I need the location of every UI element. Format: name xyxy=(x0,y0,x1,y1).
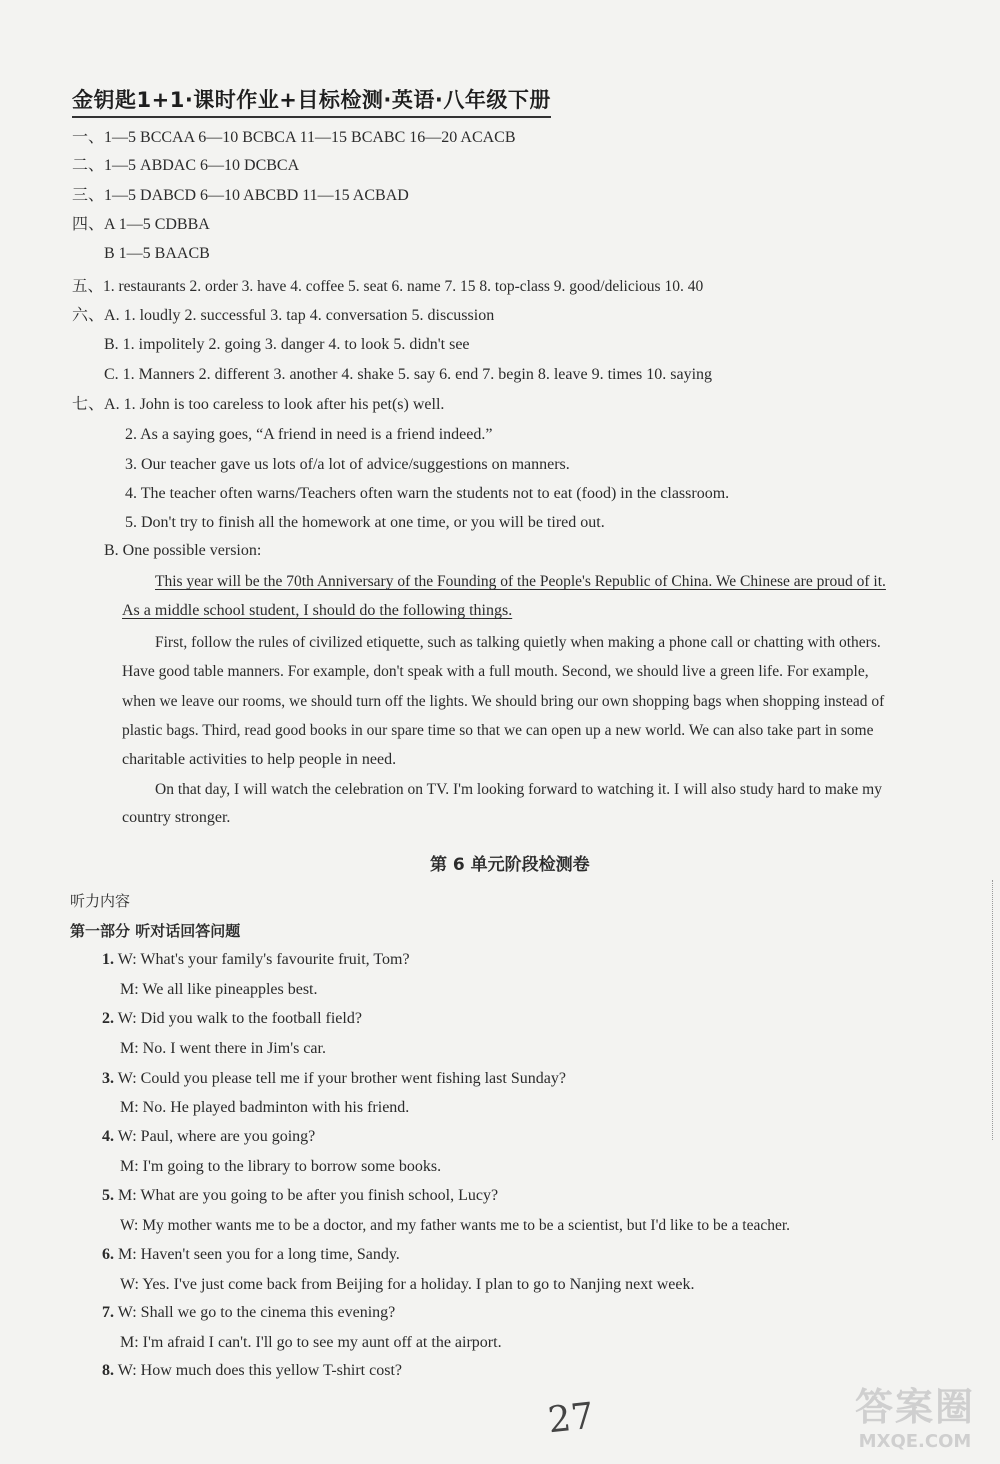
answer-line: B 1—5 BAACB xyxy=(104,245,210,262)
listening-label: 听力内容 xyxy=(70,892,131,910)
answer-line: 三、1—5 DABCD 6—10 ABCBD 11—15 ACBAD xyxy=(72,187,409,204)
watermark-logo xyxy=(840,1376,990,1456)
dialogue-reply: M: No. I went there in Jim's car. xyxy=(120,1040,326,1057)
answer-line: C. 1. Manners 2. different 3. another 4. shake 5. say 6. end 7. begin 8. leave 9. times 10. saying xyxy=(104,366,713,383)
dialogue-item: 6. M: Haven't seen you for a long time, Sandy. xyxy=(102,1246,400,1263)
essay-line: First, follow the rules of civilized etiquette, such as talking quietly when making a phone call or chatting with others. xyxy=(155,634,881,651)
dialogue-item: 4. W: Paul, where are you going? xyxy=(102,1128,316,1145)
essay-line: Have good table manners. For example, don't speak with a full mouth. Second, we should live a green life. For example, xyxy=(122,663,869,680)
answer-line: B. 1. impolitely 2. going 3. danger 4. to look 5. didn't see xyxy=(104,336,470,353)
dialogue-item: 8. W: How much does this yellow T-shirt cost? xyxy=(102,1362,402,1379)
dialogue-item: 1. W: What's your family's favourite fruit, Tom? xyxy=(102,951,410,968)
essay-line: charitable activities to help people in need. xyxy=(122,751,397,768)
essay-underlined-line: As a middle school student, I should do the following things. xyxy=(122,602,513,619)
answer-line: B. One possible version: xyxy=(104,542,262,559)
answer-line: 七、A. 1. John is too careless to look after his pet(s) well. xyxy=(72,396,445,413)
answer-line: 一、1—5 BCCAA 6—10 BCBCA 11—15 BCABC 16—20 ACACB xyxy=(72,129,516,146)
essay-line: when we leave our rooms, we should turn off the lights. We should bring our own shopping bags when shopping instead of xyxy=(122,693,885,710)
page-number: 27 xyxy=(545,1395,596,1442)
part1-label: 第一部分 听对话回答问题 xyxy=(70,922,241,940)
answer-line: 六、A. 1. loudly 2. successful 3. tap 4. conversation 5. discussion xyxy=(72,307,495,324)
dialogue-reply: M: I'm going to the library to borrow some books. xyxy=(120,1158,442,1175)
dialogue-reply: M: We all like pineapples best. xyxy=(120,981,318,998)
answer-line: 五、1. restaurants 2. order 3. have 4. coffee 5. seat 6. name 7. 15 8. top-class 9. good/delicious 10. 40 xyxy=(72,278,704,295)
answer-line: 2. As a saying goes, “A friend in need is a friend indeed.” xyxy=(125,426,493,443)
essay-line: plastic bags. Third, read good books in our spare time so that we can open up a new world. We can also take part in some xyxy=(122,722,874,739)
dialogue-item: 3. W: Could you please tell me if your brother went fishing last Sunday? xyxy=(102,1070,566,1087)
dialogue-reply: W: Yes. I've just come back from Beijing for a holiday. I plan to go to Nanjing next week. xyxy=(120,1276,695,1293)
page-header-title: 金钥匙1+1·课时作业+目标检测·英语·八年级下册 xyxy=(72,84,551,118)
dialogue-item: 5. M: What are you going to be after you finish school, Lucy? xyxy=(102,1187,499,1204)
essay-underlined-line: This year will be the 70th Anniversary of the Founding of the People's Republic of China. We Chinese are proud of it. xyxy=(155,573,886,590)
dialogue-reply: W: My mother wants me to be a doctor, and my father wants me to be a scientist, but I'd like to be a teacher. xyxy=(120,1217,791,1234)
unit-title: 第 6 单元阶段检测卷 xyxy=(430,855,590,875)
watermark-bottom: MXQE.COM xyxy=(858,1431,972,1452)
answer-line: 5. Don't try to finish all the homework at one time, or you will be tired out. xyxy=(125,514,605,531)
binding-edge-marks xyxy=(992,880,996,1140)
essay-line: country stronger. xyxy=(122,809,231,826)
dialogue-item: 7. W: Shall we go to the cinema this evening? xyxy=(102,1304,396,1321)
dialogue-reply: M: No. He played badminton with his friend. xyxy=(120,1099,410,1116)
dialogue-item: 2. W: Did you walk to the football field? xyxy=(102,1010,362,1027)
answer-line: 3. Our teacher gave us lots of/a lot of advice/suggestions on manners. xyxy=(125,456,570,473)
answer-line: 4. The teacher often warns/Teachers often warn the students not to eat (food) in the classroom. xyxy=(125,485,730,502)
answer-line: 四、A 1—5 CDBBA xyxy=(72,216,210,233)
dialogue-reply: M: I'm afraid I can't. I'll go to see my aunt off at the airport. xyxy=(120,1334,502,1351)
essay-line: On that day, I will watch the celebration on TV. I'm looking forward to watching it. I will also study hard to make my xyxy=(155,781,882,798)
watermark-top: 答案圈 xyxy=(854,1385,975,1429)
answer-line: 二、1—5 ABDAC 6—10 DCBCA xyxy=(72,157,300,174)
